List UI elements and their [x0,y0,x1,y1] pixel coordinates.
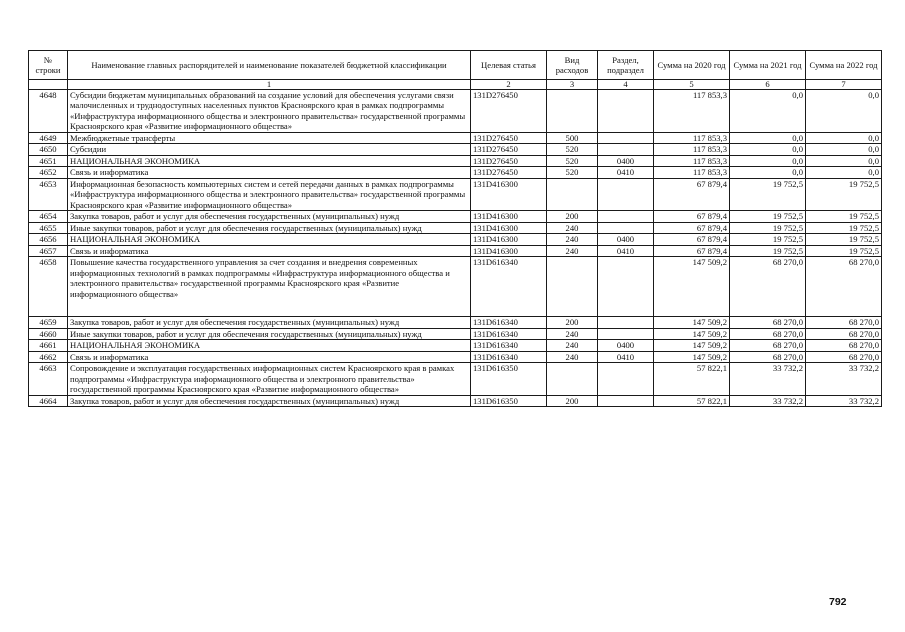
table-row [29,167,882,178]
name-cell: Повышение качества государственного управления за счет создания и внедрения современных информационных технологий в рамках подпрограммы «Инфраструктура информационного общества и электронного правительства» государственной программы Красноярского края «Развитие информационного общества» [68,257,471,317]
sum-2021-cell: 19 752,5 [730,234,806,245]
table-row [29,317,882,328]
section-cell [598,222,654,233]
table-row [29,328,882,339]
sum-2021-cell: 33 732,2 [730,395,806,406]
sum-2021-cell: 19 752,5 [730,245,806,256]
row-number-cell: 4655 [29,222,68,233]
sum-2021-cell: 19 752,5 [730,178,806,210]
sum-2020-cell: 117 853,3 [654,155,730,166]
sum-2020-cell: 147 509,2 [654,317,730,328]
section-cell [598,132,654,143]
header-target: Целевая статья [471,51,547,80]
sum-2022-cell: 68 270,0 [806,257,882,317]
row-number-cell: 4649 [29,132,68,143]
expense-type-cell: 200 [547,317,598,328]
row-number-cell: 4658 [29,257,68,317]
table-row [29,132,882,143]
target-article-cell: 131D616340 [471,340,547,351]
expense-type-cell: 240 [547,245,598,256]
table-row [29,90,882,133]
sum-2020-cell: 147 509,2 [654,340,730,351]
column-number: 4 [598,80,654,90]
sum-2020-cell: 67 879,4 [654,222,730,233]
sum-2022-cell: 0,0 [806,155,882,166]
section-cell: 0410 [598,245,654,256]
sum-2021-cell: 33 732,2 [730,363,806,395]
name-cell: Субсидии бюджетам муниципальных образований на создание условий для обеспечения услугами связи малочисленных и труднодоступных населенных пунктов Красноярского края в рамках подпрограммы «Инфраструктура информационного общества и электронного правительства» государственной программы Красноярского края «Развитие информационного общества» [68,90,471,133]
sum-2021-cell: 68 270,0 [730,317,806,328]
header-row-no: № строки [29,51,68,80]
sum-2022-cell: 0,0 [806,167,882,178]
column-number-blank [29,80,68,90]
sum-2021-cell: 68 270,0 [730,340,806,351]
section-cell: 0410 [598,167,654,178]
name-cell: Связь и информатика [68,245,471,256]
name-cell: НАЦИОНАЛЬНАЯ ЭКОНОМИКА [68,340,471,351]
target-article-cell: 131D416300 [471,222,547,233]
table-row [29,257,882,317]
sum-2022-cell: 19 752,5 [806,178,882,210]
name-cell: Межбюджетные трансферты [68,132,471,143]
sum-2022-cell: 68 270,0 [806,317,882,328]
name-cell: Иные закупки товаров, работ и услуг для обеспечения государственных (муниципальных) нужд [68,222,471,233]
row-number-cell: 4662 [29,351,68,362]
target-article-cell: 131D616350 [471,363,547,395]
row-number-cell: 4648 [29,90,68,133]
expense-type-cell: 520 [547,167,598,178]
row-number-cell: 4651 [29,155,68,166]
expense-type-cell: 240 [547,351,598,362]
row-number-cell: 4656 [29,234,68,245]
sum-2020-cell: 67 879,4 [654,211,730,222]
expense-type-cell: 240 [547,222,598,233]
row-number-cell: 4661 [29,340,68,351]
sum-2022-cell: 68 270,0 [806,351,882,362]
row-number-cell: 4653 [29,178,68,210]
target-article-cell: 131D616340 [471,317,547,328]
target-article-cell: 131D276450 [471,167,547,178]
budget-table [28,50,882,407]
section-cell: 0410 [598,351,654,362]
expense-type-cell: 500 [547,132,598,143]
section-cell: 0400 [598,234,654,245]
sum-2020-cell: 67 879,4 [654,234,730,245]
expense-type-cell [547,363,598,395]
expense-type-cell [547,257,598,317]
sum-2022-cell: 33 732,2 [806,363,882,395]
table-row [29,351,882,362]
table-row [29,211,882,222]
header-section: Раздел, подраздел [598,51,654,80]
sum-2020-cell: 57 822,1 [654,395,730,406]
sum-2020-cell: 67 879,4 [654,178,730,210]
target-article-cell: 131D616340 [471,328,547,339]
table-row [29,234,882,245]
sum-2021-cell: 68 270,0 [730,328,806,339]
name-cell: Связь и информатика [68,351,471,362]
column-number: 7 [806,80,882,90]
row-number-cell: 4659 [29,317,68,328]
expense-type-cell: 200 [547,395,598,406]
section-cell [598,363,654,395]
table-row [29,155,882,166]
column-number-row [29,80,882,90]
target-article-cell: 131D416300 [471,245,547,256]
column-number: 5 [654,80,730,90]
name-cell: Связь и информатика [68,167,471,178]
table-row [29,340,882,351]
sum-2021-cell: 19 752,5 [730,222,806,233]
target-article-cell: 131D416300 [471,234,547,245]
name-cell: Закупка товаров, работ и услуг для обеспечения государственных (муниципальных) нужд [68,211,471,222]
sum-2022-cell: 19 752,5 [806,222,882,233]
section-cell [598,144,654,155]
name-cell: Иные закупки товаров, работ и услуг для обеспечения государственных (муниципальных) нужд [68,328,471,339]
section-cell [598,395,654,406]
target-article-cell: 131D616340 [471,257,547,317]
expense-type-cell: 520 [547,155,598,166]
sum-2021-cell: 0,0 [730,132,806,143]
section-cell [598,328,654,339]
header-sum-2021: Сумма на 2021 год [730,51,806,80]
row-number-cell: 4664 [29,395,68,406]
name-cell: Информационная безопасность компьютерных систем и сетей передачи данных в рамках подпрограммы «Инфраструктура информационного общества и электронного правительства» государственной программы Красноярского края «Развитие информационного общества» [68,178,471,210]
name-cell: Сопровождение и эксплуатация государственных информационных систем Красноярского края в рамках подпрограммы «Инфраструктура информационного общества и электронного правительства» государственной программы Красноярского края «Развитие информационного общества» [68,363,471,395]
row-number-cell: 4657 [29,245,68,256]
sum-2021-cell: 0,0 [730,144,806,155]
sum-2022-cell: 0,0 [806,132,882,143]
table-body [29,90,882,407]
table-row [29,395,882,406]
row-number-cell: 4663 [29,363,68,395]
row-number-cell: 4660 [29,328,68,339]
sum-2022-cell: 68 270,0 [806,340,882,351]
expense-type-cell: 240 [547,340,598,351]
table-row [29,222,882,233]
sum-2020-cell: 57 822,1 [654,363,730,395]
table-row [29,245,882,256]
target-article-cell: 131D276450 [471,90,547,133]
section-cell [598,257,654,317]
expense-type-cell [547,178,598,210]
sum-2022-cell: 19 752,5 [806,211,882,222]
table-row [29,178,882,210]
sum-2020-cell: 117 853,3 [654,90,730,133]
sum-2022-cell: 68 270,0 [806,328,882,339]
sum-2022-cell: 0,0 [806,144,882,155]
sum-2022-cell: 19 752,5 [806,245,882,256]
table-row [29,144,882,155]
sum-2021-cell: 0,0 [730,155,806,166]
target-article-cell: 131D276450 [471,132,547,143]
column-number: 3 [547,80,598,90]
sum-2020-cell: 147 509,2 [654,351,730,362]
sum-2020-cell: 117 853,3 [654,132,730,143]
sum-2020-cell: 117 853,3 [654,167,730,178]
column-number: 2 [471,80,547,90]
page-number: 792 [829,596,847,608]
section-cell [598,178,654,210]
section-cell [598,317,654,328]
header-sum-2020: Сумма на 2020 год [654,51,730,80]
expense-type-cell [547,90,598,133]
expense-type-cell: 240 [547,328,598,339]
row-number-cell: 4650 [29,144,68,155]
name-cell: Закупка товаров, работ и услуг для обеспечения государственных (муниципальных) нужд [68,317,471,328]
header-expense-type: Вид расходов [547,51,598,80]
column-number: 6 [730,80,806,90]
name-cell: НАЦИОНАЛЬНАЯ ЭКОНОМИКА [68,155,471,166]
name-cell: Субсидии [68,144,471,155]
row-number-cell: 4654 [29,211,68,222]
section-cell: 0400 [598,340,654,351]
target-article-cell: 131D416300 [471,178,547,210]
sum-2021-cell: 0,0 [730,90,806,133]
column-number: 1 [68,80,471,90]
target-article-cell: 131D616350 [471,395,547,406]
target-article-cell: 131D276450 [471,144,547,155]
sum-2020-cell: 117 853,3 [654,144,730,155]
target-article-cell: 131D616340 [471,351,547,362]
target-article-cell: 131D416300 [471,211,547,222]
section-cell [598,211,654,222]
name-cell: НАЦИОНАЛЬНАЯ ЭКОНОМИКА [68,234,471,245]
sum-2020-cell: 147 509,2 [654,328,730,339]
sum-2022-cell: 19 752,5 [806,234,882,245]
target-article-cell: 131D276450 [471,155,547,166]
sum-2021-cell: 0,0 [730,167,806,178]
sum-2020-cell: 67 879,4 [654,245,730,256]
sum-2020-cell: 147 509,2 [654,257,730,317]
expense-type-cell: 200 [547,211,598,222]
sum-2021-cell: 68 270,0 [730,351,806,362]
sum-2021-cell: 68 270,0 [730,257,806,317]
table-row [29,363,882,395]
sum-2022-cell: 33 732,2 [806,395,882,406]
header-row [29,51,882,80]
sum-2021-cell: 19 752,5 [730,211,806,222]
header-name: Наименование главных распорядителей и наименование показателей бюджетной классификации [68,51,471,80]
expense-type-cell: 520 [547,144,598,155]
header-sum-2022: Сумма на 2022 год [806,51,882,80]
section-cell [598,90,654,133]
name-cell: Закупка товаров, работ и услуг для обеспечения государственных (муниципальных) нужд [68,395,471,406]
section-cell: 0400 [598,155,654,166]
row-number-cell: 4652 [29,167,68,178]
expense-type-cell: 240 [547,234,598,245]
sum-2022-cell: 0,0 [806,90,882,133]
